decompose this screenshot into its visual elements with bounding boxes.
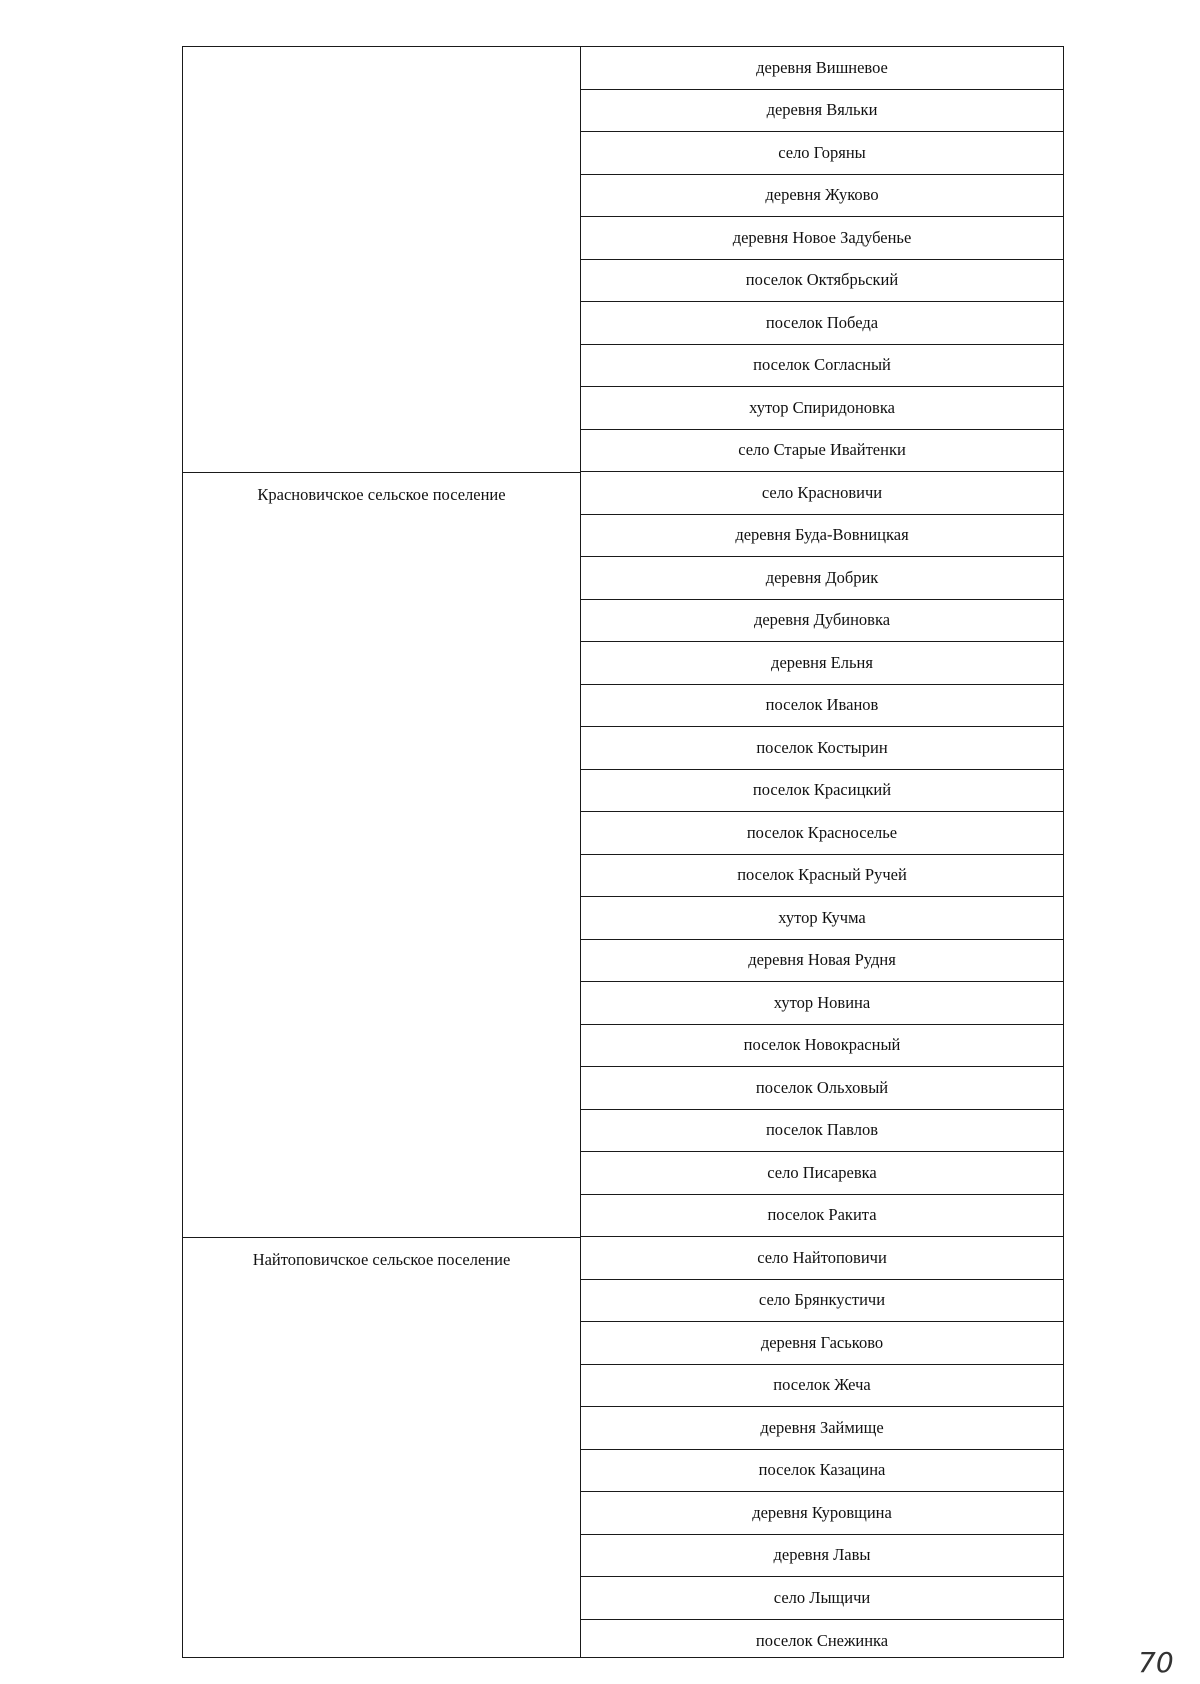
table-row: поселок Согласный <box>581 345 1063 388</box>
table-row: хутор Спиридоновка <box>581 387 1063 430</box>
table-row: село Писаревка <box>581 1152 1063 1195</box>
table-row: деревня Займище <box>581 1407 1063 1450</box>
table-row: поселок Костырин <box>581 727 1063 770</box>
group-label-naytopovichskoe: Найтоповичское сельское поселение <box>252 1250 511 1269</box>
table-row: деревня Вяльки <box>581 90 1063 133</box>
table-row: село Горяны <box>581 132 1063 175</box>
table-row: деревня Куровщина <box>581 1492 1063 1535</box>
settlement-list <box>581 47 1063 1657</box>
table-row: хутор Кучма <box>581 897 1063 940</box>
table-row: село Найтоповичи <box>581 1237 1063 1280</box>
group-label-krasnovichskoe: Красновичское сельское поселение <box>257 485 506 504</box>
table-row: деревня Лавы <box>581 1535 1063 1578</box>
group-separator <box>183 1237 580 1238</box>
table-row: поселок Казацина <box>581 1450 1063 1493</box>
table-row: поселок Иванов <box>581 685 1063 728</box>
table-row: поселок Жеча <box>581 1365 1063 1408</box>
table-row: поселок Ольховый <box>581 1067 1063 1110</box>
table-row: поселок Снежинка <box>755 1630 889 1650</box>
table-row: село Брянкустичи <box>581 1280 1063 1323</box>
table-row: деревня Буда-Вовницкая <box>581 515 1063 558</box>
table-row: деревня Дубиновка <box>581 600 1063 643</box>
table-row: поселок Победа <box>581 302 1063 345</box>
settlements-table <box>182 46 1064 1658</box>
table-row: поселок Ракита <box>581 1195 1063 1238</box>
table-row: поселок Красноселье <box>581 812 1063 855</box>
table-row: поселок Октябрьский <box>581 260 1063 303</box>
table-row: хутор Новина <box>581 982 1063 1025</box>
page-number: 70 <box>1138 1646 1174 1679</box>
table-row: деревня Новое Задубенье <box>581 217 1063 260</box>
table-row: село Лыщичи <box>581 1577 1063 1620</box>
table-row: деревня Новая Рудня <box>581 940 1063 983</box>
table-row: поселок Красный Ручей <box>581 855 1063 898</box>
table-row: село Старые Ивайтенки <box>581 430 1063 473</box>
table-row: деревня Ельня <box>581 642 1063 685</box>
table-row: деревня Вишневое <box>581 47 1063 90</box>
table-row: деревня Жуково <box>581 175 1063 218</box>
table-row: село Красновичи <box>581 472 1063 515</box>
group-separator <box>183 472 580 473</box>
table-row: поселок Красицкий <box>581 770 1063 813</box>
table-row: деревня Гаськово <box>581 1322 1063 1365</box>
table-row: поселок Новокрасный <box>581 1025 1063 1068</box>
table-row: деревня Добрик <box>581 557 1063 600</box>
table-row: поселок Павлов <box>581 1110 1063 1153</box>
